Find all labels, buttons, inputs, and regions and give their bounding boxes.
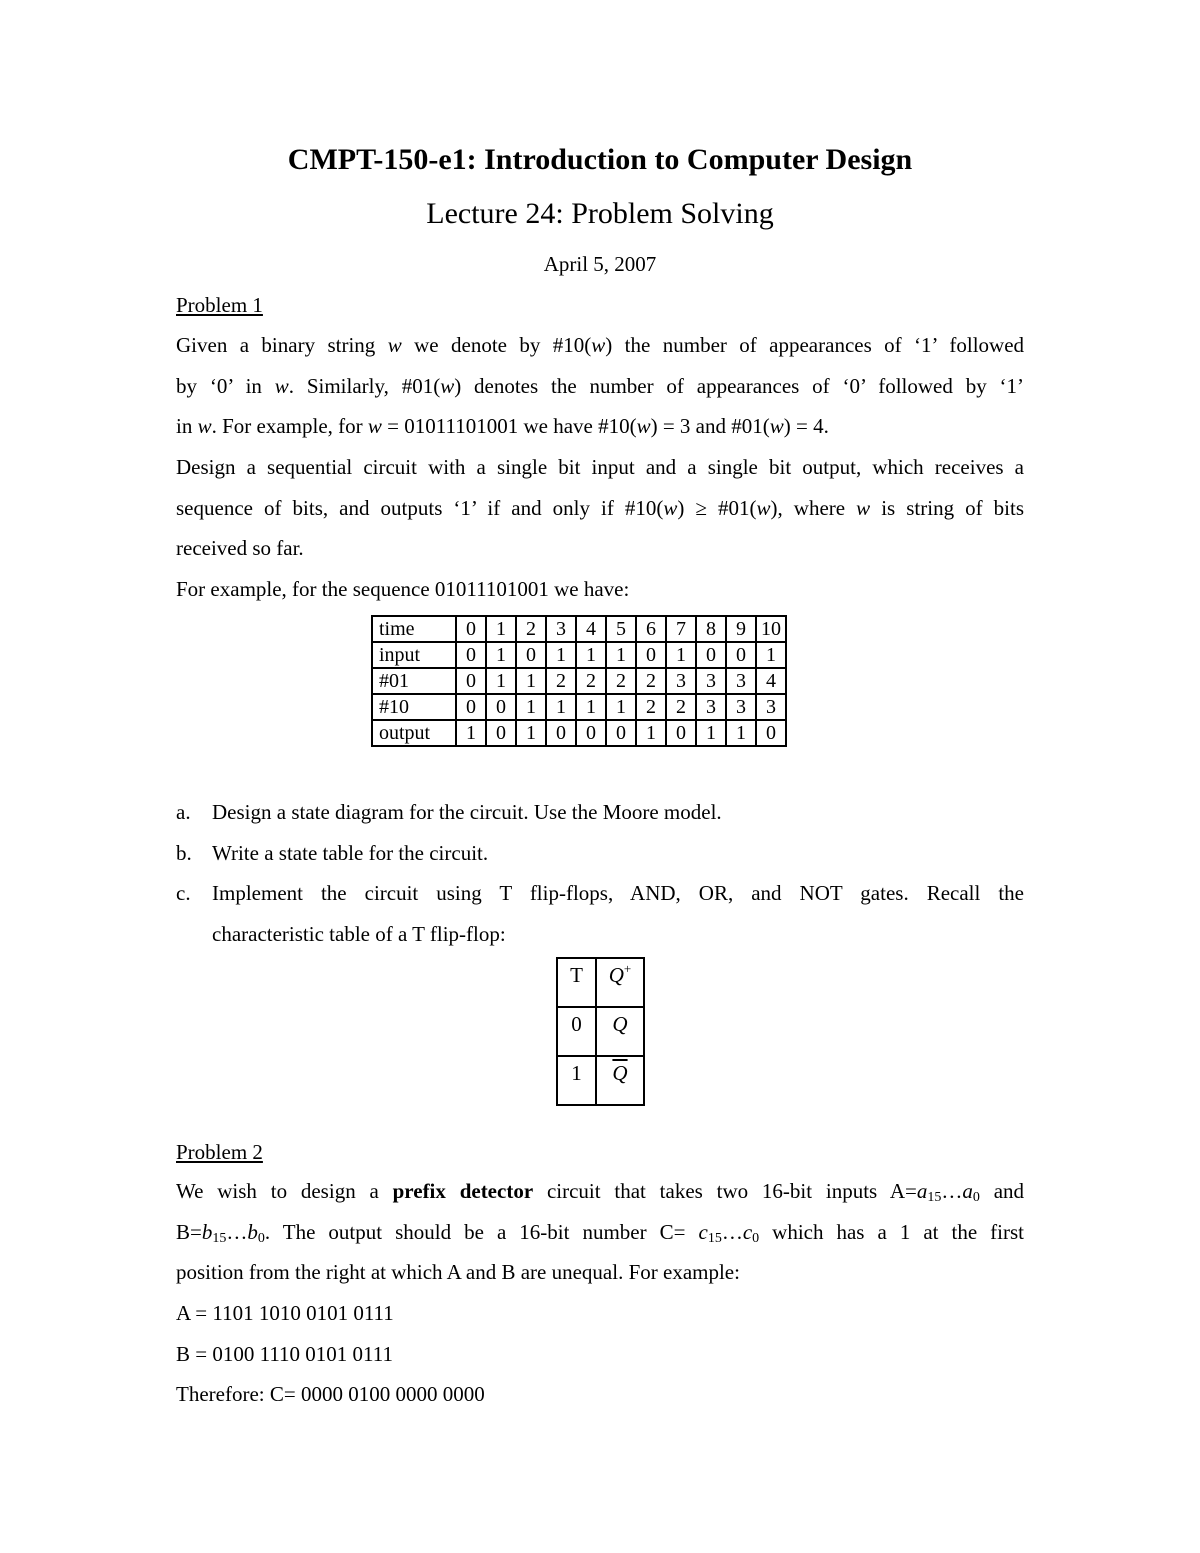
sequence-row-n10 xyxy=(372,694,786,720)
task-a-text: Design a state diagram for the circuit. Use the Moore model. xyxy=(212,800,722,824)
sequence-cell: 1 xyxy=(576,642,606,668)
sequence-cell: 0 xyxy=(486,720,516,746)
sequence-cell: 8 xyxy=(696,616,726,642)
design-line-1: Design a sequential circuit with a single bit input and a single bit output, which receives a xyxy=(176,455,1024,479)
tff-header-t: T xyxy=(557,958,596,1007)
lecture-date: April 5, 2007 xyxy=(543,252,657,276)
lecture-subtitle: Lecture 24: Problem Solving xyxy=(426,197,774,230)
sequence-cell: 1 xyxy=(516,720,546,746)
sequence-row-label: input xyxy=(372,642,456,668)
sequence-cell: 2 xyxy=(666,694,696,720)
sequence-cell: 2 xyxy=(636,694,666,720)
sequence-row-n01 xyxy=(372,668,786,694)
sequence-cell: 7 xyxy=(666,616,696,642)
example-b: B = 0100 1110 0101 0111 xyxy=(176,1342,393,1366)
sequence-cell: 1 xyxy=(516,668,546,694)
sequence-cell: 1 xyxy=(756,642,786,668)
p2-line-3: position from the right at which A and B are unequal. For example: xyxy=(176,1260,740,1284)
sequence-cell: 0 xyxy=(456,642,486,668)
sequence-cell: 9 xyxy=(726,616,756,642)
sequence-cell: 3 xyxy=(756,694,786,720)
sequence-cell: 3 xyxy=(696,668,726,694)
tff-row-1 xyxy=(557,1056,644,1105)
sequence-cell: 0 xyxy=(666,720,696,746)
task-c xyxy=(176,873,1024,954)
sequence-cell: 0 xyxy=(456,668,486,694)
sequence-cell: 2 xyxy=(576,668,606,694)
sequence-cell: 3 xyxy=(546,616,576,642)
task-c-line-2: characteristic table of a T flip-flop: xyxy=(212,921,506,946)
task-b xyxy=(176,833,1024,874)
example-c: Therefore: C= 0000 0100 0000 0000 xyxy=(176,1382,485,1406)
sequence-cell: 2 xyxy=(516,616,546,642)
p2-line-2: $B=b_{15}\dots b_0$. The output should be a 16-bit number $C= c_{15}\dots c_0$ which has a 1 at the first xyxy=(176,1219,1025,1246)
task-b-text: Write a state table for the circuit. xyxy=(212,840,489,865)
sequence-cell: 0 xyxy=(486,694,516,720)
sequence-cell: 1 xyxy=(456,720,486,746)
sequence-cell: 4 xyxy=(576,616,606,642)
sequence-cell: 1 xyxy=(606,642,636,668)
sequence-cell: 0 xyxy=(726,642,756,668)
sequence-cell: 10 xyxy=(756,616,786,642)
task-a xyxy=(176,792,1024,833)
task-c-marker: c. xyxy=(176,881,191,905)
sequence-cell: 1 xyxy=(606,694,636,720)
sequence-cell: 6 xyxy=(636,616,666,642)
sequence-cell: 0 xyxy=(696,642,726,668)
sequence-row-label: #10 xyxy=(372,694,456,720)
sequence-row-time xyxy=(372,616,786,642)
sequence-cell: 3 xyxy=(666,668,696,694)
sequence-row-label: time xyxy=(372,616,456,642)
tff-row-0 xyxy=(557,1007,644,1056)
problem-2-text xyxy=(176,1171,1024,1293)
sequence-table xyxy=(371,615,787,747)
sequence-cell: 1 xyxy=(486,668,516,694)
sequence-cell: 3 xyxy=(726,694,756,720)
tff-r1-q: Q xyxy=(596,1007,644,1056)
sequence-cell: 2 xyxy=(606,668,636,694)
sequence-row-label: output xyxy=(372,720,456,746)
tff-r1-t: 0 xyxy=(557,1007,596,1056)
sequence-cell: 4 xyxy=(756,668,786,694)
sequence-cell: 1 xyxy=(666,642,696,668)
problem-1-design xyxy=(176,447,1024,569)
sequence-cell: 1 xyxy=(516,694,546,720)
design-line-2: sequence of bits, and outputs ‘1’ if and only if #10(w) ≥ #01(w), where w is string of bits xyxy=(176,495,1025,520)
tff-r2-qbar: $\overline{Q}$ xyxy=(596,1056,644,1105)
sequence-row-output xyxy=(372,720,786,746)
sequence-cell: 1 xyxy=(726,720,756,746)
sequence-cell: 0 xyxy=(546,720,576,746)
sequence-cell: 2 xyxy=(636,668,666,694)
example-a: A = 1101 1010 0101 0111 xyxy=(176,1301,394,1325)
sequence-cell: 1 xyxy=(636,720,666,746)
problem-1-heading: Problem 1 xyxy=(176,293,263,317)
sequence-cell: 1 xyxy=(576,694,606,720)
problem-1-intro xyxy=(176,325,1024,447)
sequence-cell: 0 xyxy=(606,720,636,746)
example-intro: For example, for the sequence 01011101001 we have: xyxy=(176,577,630,601)
sequence-cell: 2 xyxy=(546,668,576,694)
intro-line-2: by ‘0’ in w. Similarly, #01(w) denotes the number of appearances of ‘0’ followed by ‘1’ xyxy=(176,373,1024,398)
design-line-3: received so far. xyxy=(176,536,304,560)
sequence-cell: 1 xyxy=(486,642,516,668)
problem-2-heading: Problem 2 xyxy=(176,1140,263,1164)
sequence-cell: 1 xyxy=(486,616,516,642)
task-c-text xyxy=(212,873,1024,954)
tff-r2-t: 1 xyxy=(557,1056,596,1105)
sequence-cell: 5 xyxy=(606,616,636,642)
tff-header-qplus: Q+ xyxy=(596,958,644,1007)
sequence-cell: 0 xyxy=(516,642,546,668)
sequence-cell: 1 xyxy=(696,720,726,746)
p2-line-1: We wish to design a prefix detector circuit that takes two 16-bit inputs $A=a_{15}\dots a_0$ and xyxy=(176,1179,1025,1205)
task-c-line-1: Implement the circuit using T flip-flops, AND, OR, and NOT gates. Recall the xyxy=(212,881,1024,905)
sequence-row-label: #01 xyxy=(372,668,456,694)
t-flipflop-table xyxy=(556,957,645,1106)
task-list xyxy=(176,792,1024,954)
sequence-cell: 0 xyxy=(756,720,786,746)
sequence-cell: 0 xyxy=(576,720,606,746)
task-a-marker: a. xyxy=(176,800,191,824)
task-b-marker: b. xyxy=(176,840,192,865)
intro-line-3: in w. For example, for w = 01011101001 we have #10(w) = 3 and #01(w) = 4. xyxy=(176,414,829,438)
sequence-cell: 0 xyxy=(636,642,666,668)
intro-line-1: Given a binary string w we denote by #10(w) the number of appearances of ‘1’ followed xyxy=(176,333,1025,357)
document-title: CMPT-150-e1: Introduction to Computer Design xyxy=(287,143,913,176)
sequence-cell: 3 xyxy=(726,668,756,694)
sequence-row-input xyxy=(372,642,786,668)
sequence-cell: 3 xyxy=(696,694,726,720)
sequence-cell: 0 xyxy=(456,616,486,642)
sequence-cell: 1 xyxy=(546,694,576,720)
tff-header-row xyxy=(557,958,644,1007)
sequence-cell: 0 xyxy=(456,694,486,720)
sequence-cell: 1 xyxy=(546,642,576,668)
